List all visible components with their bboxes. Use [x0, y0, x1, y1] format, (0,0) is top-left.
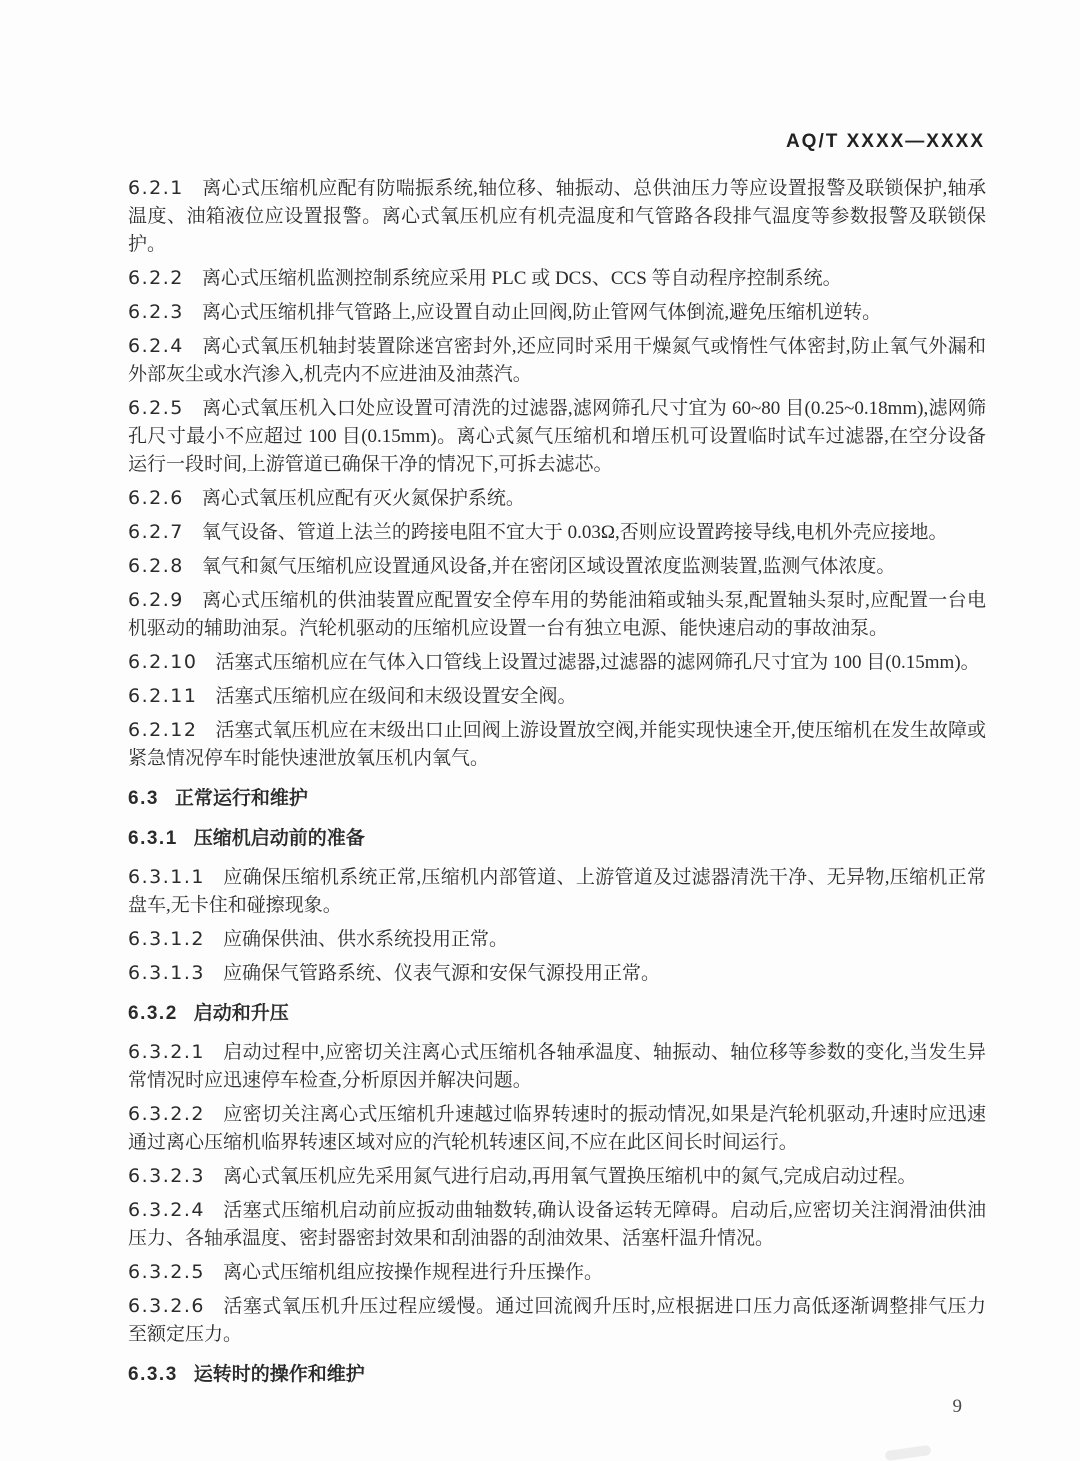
- clause-6-3-1-2: [128, 925, 986, 954]
- clause-number: 6.2.8: [128, 555, 184, 577]
- clause-number: 6.3.2.3: [128, 1165, 205, 1187]
- clause-number: 6.3.3: [128, 1364, 178, 1385]
- clause-number: 6.2.3: [128, 301, 184, 323]
- clause-text: 离心式压缩机排气管路上,应设置自动止回阀,防止管网气体倒流,避免压缩机逆转。: [201, 302, 882, 323]
- heading-6-3-2: [128, 1000, 986, 1028]
- clause-number: 6.2.5: [128, 397, 184, 419]
- clause-number: 6.2.12: [128, 719, 198, 741]
- clause-text: 氧气设备、管道上法兰的跨接电阻不宜大于 0.03Ω,否则应设置跨接导线,电机外壳应接地。: [201, 522, 948, 543]
- clause-number: 6.3.2.2: [128, 1103, 205, 1125]
- scan-corner-artifact: [885, 1445, 932, 1461]
- clause-6-2-1: [128, 174, 986, 259]
- clause-number: 6.2.7: [128, 521, 184, 543]
- clause-6-2-3: [128, 298, 986, 327]
- clause-number: 6.2.11: [128, 685, 198, 707]
- clause-6-3-2-1: [128, 1038, 986, 1095]
- clause-6-3-2-6: [128, 1292, 986, 1349]
- clause-number: 6.3.2: [128, 1003, 178, 1024]
- clause-number: 6.3: [128, 788, 159, 809]
- clause-number: 6.2.1: [128, 177, 184, 199]
- clause-6-2-5: [128, 394, 986, 479]
- page-number: 9: [952, 1396, 962, 1417]
- clause-number: 6.3.1.2: [128, 928, 205, 950]
- clause-6-2-6: [128, 484, 986, 513]
- clause-number: 6.2.6: [128, 487, 184, 509]
- clause-6-2-8: [128, 552, 986, 581]
- clause-text: 启动过程中,应密切关注离心式压缩机各轴承温度、轴振动、轴位移等参数的变化,当发生异常情况时应迅速停车检查,分析原因并解决问题。: [128, 1042, 986, 1091]
- clause-6-3-2-3: [128, 1162, 986, 1191]
- clause-text: 离心式压缩机组应按操作规程进行升压操作。: [222, 1262, 603, 1283]
- clause-text: 活塞式压缩机启动前应扳动曲轴数转,确认设备运转无障碍。启动后,应密切关注润滑油供油压力、各轴承温度、密封器密封效果和刮油器的刮油效果、活塞杆温升情况。: [128, 1200, 986, 1249]
- clause-text: 活塞式压缩机应在级间和末级设置安全阀。: [215, 686, 577, 707]
- clause-6-2-9: [128, 586, 986, 643]
- clause-text: 离心式氧压机应先采用氮气进行启动,再用氧气置换压缩机中的氮气,完成启动过程。: [222, 1166, 917, 1187]
- clause-text: 离心式氧压机应配有灭火氮保护系统。: [201, 488, 525, 509]
- clause-text: 应密切关注离心式压缩机升速越过临界转速时的振动情况,如果是汽轮机驱动,升速时应迅速通过离心压缩机临界转速区域对应的汽轮机转速区间,不应在此区间长时间运行。: [128, 1104, 986, 1153]
- heading-6-3: [128, 785, 986, 813]
- clause-text: 离心式氧压机轴封装置除迷宫密封外,还应同时采用干燥氮气或惰性气体密封,防止氧气外漏和外部灰尘或水汽渗入,机壳内不应进油及油蒸汽。: [128, 336, 986, 385]
- clause-text: 离心式压缩机监测控制系统应采用 PLC 或 DCS、CCS 等自动程序控制系统。: [201, 268, 842, 289]
- clause-text: 应确保压缩机系统正常,压缩机内部管道、上游管道及过滤器清洗干净、无异物,压缩机正常盘车,无卡住和碰擦现象。: [128, 867, 986, 916]
- clause-text: 活塞式氧压机应在末级出口止回阀上游设置放空阀,并能实现快速全开,使压缩机在发生故障或紧急情况停车时能快速泄放氧压机内氧气。: [128, 720, 986, 769]
- clause-6-2-4: [128, 332, 986, 389]
- heading-6-3-3: [128, 1361, 986, 1389]
- clause-text: 活塞式氧压机升压过程应缓慢。通过回流阀升压时,应根据进口压力高低逐渐调整排气压力至额定压力。: [128, 1296, 986, 1345]
- clause-number: 6.2.10: [128, 651, 198, 673]
- clause-text: 运转时的操作和维护: [193, 1364, 365, 1385]
- clause-number: 6.3.2.1: [128, 1041, 205, 1063]
- clause-text: 应确保供油、供水系统投用正常。: [222, 929, 508, 950]
- clause-6-3-2-2: [128, 1100, 986, 1157]
- clause-text: 离心式压缩机应配有防喘振系统,轴位移、轴振动、总供油压力等应设置报警及联锁保护,轴承温度、油箱液位应设置报警。离心式氧压机应有机壳温度和气管路各段排气温度等参数报警及联锁保护。: [128, 178, 986, 255]
- clause-6-2-7: [128, 518, 986, 547]
- clause-text: 氧气和氮气压缩机应设置通风设备,并在密闭区域设置浓度监测装置,监测气体浓度。: [201, 556, 896, 577]
- clause-number: 6.2.2: [128, 267, 184, 289]
- clause-6-2-2: [128, 264, 986, 293]
- clause-6-3-1-1: [128, 863, 986, 920]
- clause-6-2-10: [128, 648, 986, 677]
- clause-6-2-12: [128, 716, 986, 773]
- standard-code-header: AQ/T XXXX—XXXX: [785, 131, 985, 152]
- clause-number: 6.3.2.5: [128, 1261, 205, 1283]
- heading-6-3-1: [128, 825, 986, 853]
- document-content: [128, 174, 986, 1399]
- clause-text: 离心式氧压机入口处应设置可清洗的过滤器,滤网筛孔尺寸宜为 60~80 目(0.25~0.18mm),滤网筛孔尺寸最小不应超过 100 目(0.15mm)。离心式氮气压缩机和增压机可设置临时试车过滤器,在空分设备运行一段时间,上游管道已确保干净的情况下,可拆去滤芯。: [128, 398, 986, 475]
- clause-text: 应确保气管路系统、仪表气源和安保气源投用正常。: [222, 963, 660, 984]
- clause-6-3-2-5: [128, 1258, 986, 1287]
- clause-number: 6.3.1: [128, 828, 178, 849]
- clause-number: 6.3.2.6: [128, 1295, 205, 1317]
- clause-text: 离心式压缩机的供油装置应配置安全停车用的势能油箱或轴头泵,配置轴头泵时,应配置一台电机驱动的辅助油泵。汽轮机驱动的压缩机应设置一台有独立电源、能快速启动的事故油泵。: [128, 590, 986, 639]
- clause-text: 正常运行和维护: [174, 788, 308, 809]
- clause-text: 活塞式压缩机应在气体入口管线上设置过滤器,过滤器的滤网筛孔尺寸宜为 100 目(0.15mm)。: [215, 652, 980, 673]
- clause-6-2-11: [128, 682, 986, 711]
- clause-text: 压缩机启动前的准备: [193, 828, 365, 849]
- clause-6-3-1-3: [128, 959, 986, 988]
- clause-number: 6.3.2.4: [128, 1199, 205, 1221]
- clause-number: 6.2.4: [128, 335, 184, 357]
- clause-number: 6.3.1.1: [128, 866, 205, 888]
- clause-number: 6.2.9: [128, 589, 184, 611]
- clause-6-3-2-4: [128, 1196, 986, 1253]
- clause-number: 6.3.1.3: [128, 962, 205, 984]
- clause-text: 启动和升压: [193, 1003, 289, 1024]
